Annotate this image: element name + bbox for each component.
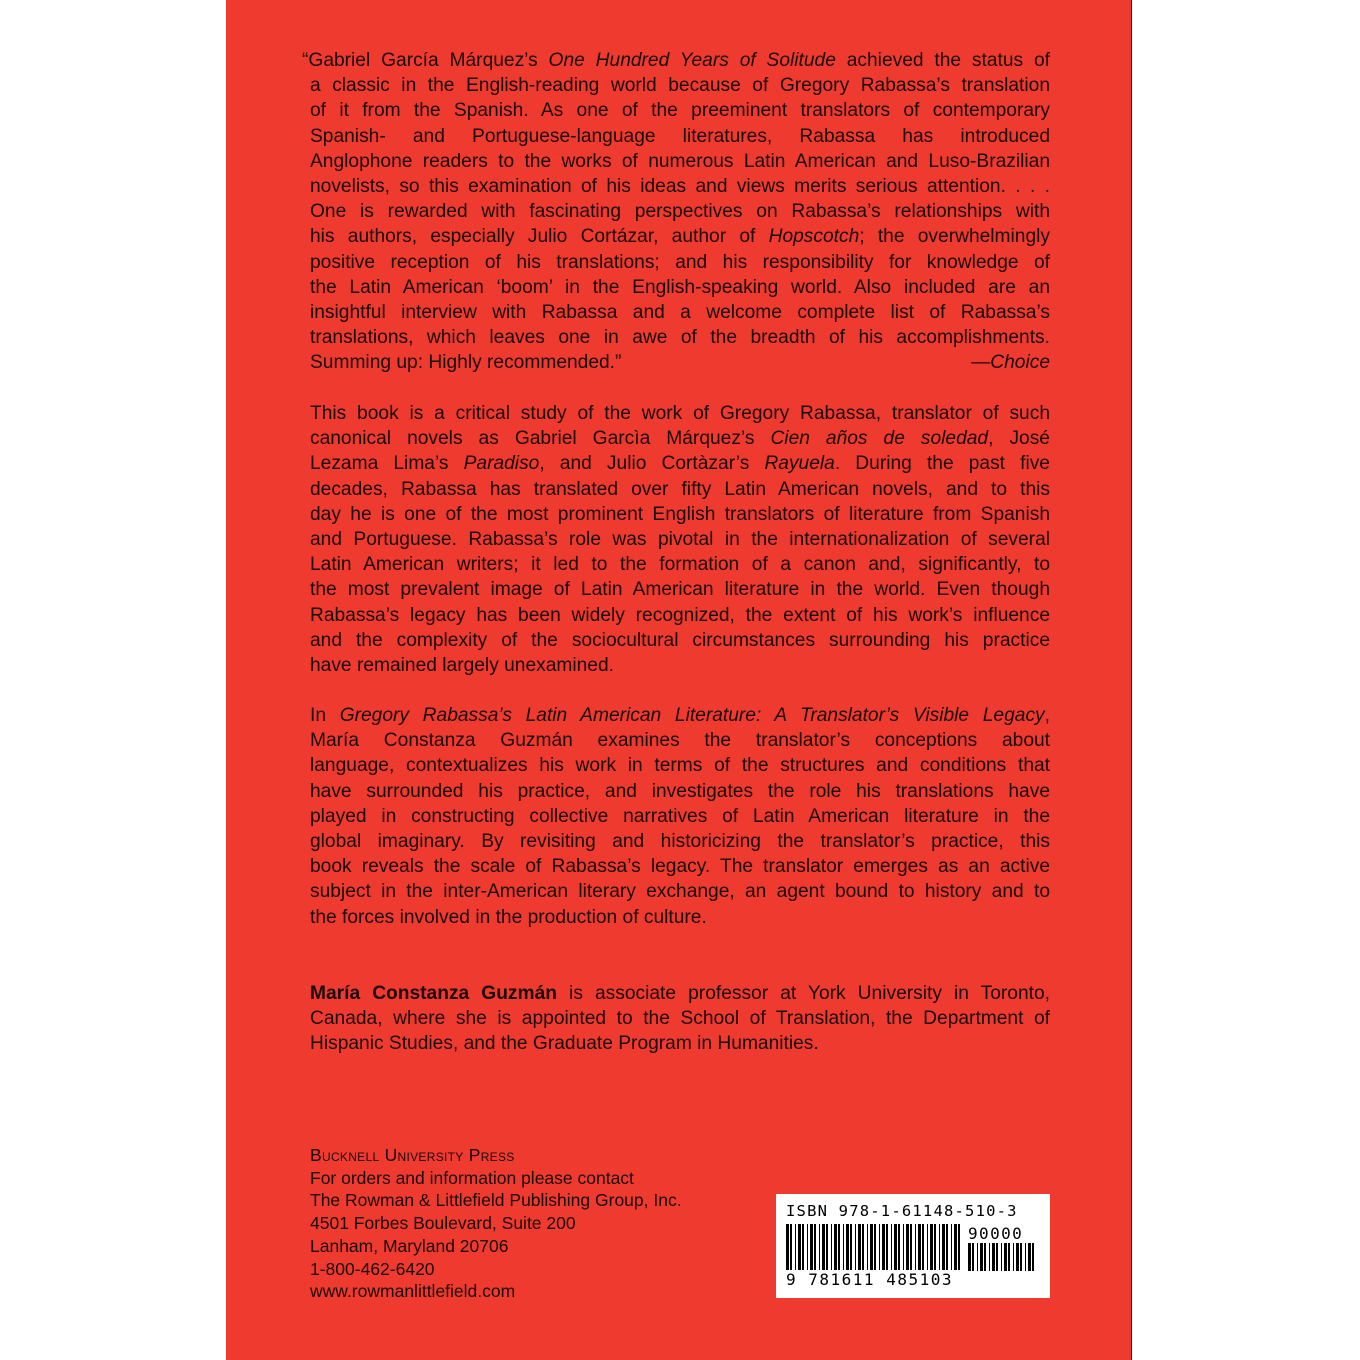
review-quote bbox=[302, 48, 1050, 376]
description-line: the most prevalent image of Latin American literature in the world. Even though bbox=[310, 579, 1050, 601]
barcode-bar bbox=[946, 1224, 948, 1270]
italic-title: One Hundred Years of Solitude bbox=[548, 50, 836, 71]
review-line: One is rewarded with fascinating perspectives on Rabassa’s relationships with bbox=[310, 201, 1050, 223]
summary-line: the forces involved in the production of culture. bbox=[310, 906, 707, 928]
addon-bar bbox=[1020, 1243, 1022, 1271]
barcode-bar bbox=[822, 1224, 825, 1270]
italic-title: Cien años de soledad bbox=[770, 428, 989, 450]
summary-line: subject in the inter-American literary exchange, an agent bound to history and to bbox=[310, 881, 1050, 903]
publisher-line: The Rowman & Littlefield Publishing Group, Inc. bbox=[310, 1190, 682, 1211]
publisher-line: For orders and information please contact bbox=[310, 1167, 634, 1188]
italic-title: Paradiso bbox=[463, 453, 540, 475]
barcode-bar bbox=[915, 1224, 916, 1270]
author-name: María Constanza Guzmán bbox=[310, 983, 557, 1004]
barcode-bar bbox=[819, 1224, 820, 1270]
barcode-bar bbox=[795, 1224, 796, 1270]
barcode-bar bbox=[810, 1224, 813, 1270]
bio-line: María Constanza Guzmán is associate professor at York University in Toronto, bbox=[310, 983, 1050, 1004]
barcode-digits: 9 781611 485103 bbox=[786, 1270, 953, 1289]
addon-bar bbox=[1013, 1243, 1014, 1271]
description-paragraph bbox=[310, 401, 1050, 678]
publisher-line: 4501 Forbes Boulevard, Suite 200 bbox=[310, 1213, 576, 1234]
addon-bar bbox=[1016, 1243, 1019, 1271]
back-cover bbox=[226, 0, 1132, 1360]
italic-title: Rayuela bbox=[764, 453, 835, 475]
barcode-bar bbox=[802, 1224, 804, 1270]
barcode-bar bbox=[918, 1224, 921, 1270]
review-line: novelists, so this examination of his ideas and views merits serious attention. . . . bbox=[310, 176, 1050, 198]
summary-paragraph bbox=[310, 703, 1050, 930]
addon-bar bbox=[989, 1243, 990, 1271]
barcode-bar bbox=[934, 1224, 936, 1270]
summary-line: global imaginary. By revisiting and historicizing the translator’s practice, this bbox=[310, 831, 1050, 853]
bio-line: Canada, where she is appointed to the School of Translation, the Department of bbox=[310, 1008, 1050, 1030]
barcode-bar bbox=[798, 1224, 801, 1270]
addon-digits: 90000 bbox=[968, 1224, 1024, 1243]
barcode-bar bbox=[958, 1224, 960, 1270]
review-line: translations, which leaves one in awe of the breadth of his accomplishments. bbox=[310, 327, 1050, 349]
barcode-bar bbox=[954, 1224, 957, 1270]
publisher-line: Lanham, Maryland 20706 bbox=[310, 1235, 509, 1256]
barcode-bar bbox=[951, 1224, 952, 1270]
author-bio bbox=[310, 981, 1050, 1057]
description-line: Lezama Lima’s Paradiso, and Julio Cortàzar’s Rayuela. During the past five bbox=[310, 453, 1050, 475]
addon-bar bbox=[1028, 1243, 1031, 1271]
bio-line: Hispanic Studies, and the Graduate Program in Humanities. bbox=[310, 1033, 819, 1055]
review-attribution: —Choice bbox=[971, 352, 1050, 374]
summary-line: have surrounded his practice, and investigates the role his translations have bbox=[310, 780, 1050, 802]
review-line: Anglophone readers to the works of numerous Latin American and Luso-Brazilian bbox=[310, 150, 1050, 172]
barcode-bar bbox=[786, 1224, 789, 1270]
review-line: positive reception of his translations; and his responsibility for knowledge of bbox=[310, 251, 1050, 273]
barcode-bar bbox=[838, 1224, 840, 1270]
summary-line: language, contextualizes his work in terms of the structures and conditions that bbox=[310, 755, 1050, 777]
publisher-name: Bucknell University Press bbox=[310, 1145, 515, 1165]
barcode-bar bbox=[879, 1224, 880, 1270]
description-line: have remained largely unexamined. bbox=[310, 655, 614, 677]
italic-title: Hopscotch bbox=[768, 226, 860, 248]
review-line: a classic in the English-reading world because of Gregory Rabassa’s translation bbox=[310, 75, 1050, 97]
description-line: Latin American writers; it led to the formation of a canon and, significantly, to bbox=[310, 554, 1050, 576]
addon-bar bbox=[996, 1243, 998, 1271]
publisher-line: 1-800-462-6420 bbox=[310, 1258, 435, 1279]
isbn-label: ISBN 978-1-61148-510-3 bbox=[786, 1202, 1018, 1220]
barcode-bar bbox=[831, 1224, 832, 1270]
review-line: his authors, especially Julio Cortázar, author of Hopscotch; the overwhelmingly bbox=[310, 226, 1050, 248]
addon-bar bbox=[1004, 1243, 1007, 1271]
barcode-bar bbox=[906, 1224, 909, 1270]
addon-bar bbox=[984, 1243, 986, 1271]
addon-bar bbox=[968, 1243, 971, 1271]
barcode-bar bbox=[903, 1224, 904, 1270]
barcode-bars bbox=[786, 1224, 966, 1270]
addon-bar bbox=[992, 1243, 995, 1271]
barcode-bar bbox=[850, 1224, 852, 1270]
summary-line: María Constanza Guzmán examines the translator’s conceptions about bbox=[310, 730, 1050, 752]
barcode-bar bbox=[790, 1224, 792, 1270]
barcode-addon bbox=[968, 1224, 1040, 1275]
addon-bar bbox=[1001, 1243, 1002, 1271]
description-line: This book is a critical study of the work of Gregory Rabassa, translator of such bbox=[310, 403, 1050, 424]
barcode-bar bbox=[855, 1224, 856, 1270]
addon-bar bbox=[977, 1243, 978, 1271]
summary-line: book reveals the scale of Rabassa’s legacy. The translator emerges as an active bbox=[310, 856, 1050, 878]
barcode-bar bbox=[910, 1224, 912, 1270]
barcode-bar bbox=[814, 1224, 816, 1270]
description-line: Rabassa’s legacy has been widely recognized, the extent of his work’s influence bbox=[310, 604, 1050, 626]
review-line: the Latin American ‘boom’ in the English-speaking world. Also included are an bbox=[310, 276, 1050, 298]
publisher-line: www.rowmanlittlefield.com bbox=[310, 1281, 516, 1302]
summary-line: In Gregory Rabassa’s Latin American Literature: A Translator’s Visible Legacy, bbox=[310, 705, 1050, 726]
description-line: decades, Rabassa has translated over fifty Latin American novels, and to this bbox=[310, 478, 1050, 500]
barcode-bar bbox=[846, 1224, 849, 1270]
barcode-bar bbox=[891, 1224, 892, 1270]
barcode-bar bbox=[858, 1224, 861, 1270]
addon-bar bbox=[1032, 1243, 1034, 1271]
description-line: and the complexity of the sociocultural circumstances surrounding his practice bbox=[310, 629, 1050, 651]
barcode-bar bbox=[826, 1224, 828, 1270]
barcode-bar bbox=[882, 1224, 885, 1270]
barcode-bar bbox=[807, 1224, 808, 1270]
review-line: of it from the Spanish. As one of the preeminent translators of contemporary bbox=[310, 100, 1050, 122]
description-line: and Portuguese. Rabassa’s role was pivotal in the internationalization of several bbox=[310, 529, 1050, 551]
barcode-bar bbox=[898, 1224, 900, 1270]
review-closing: Summing up: Highly recommended.” bbox=[310, 352, 622, 374]
barcode-bar bbox=[930, 1224, 933, 1270]
addon-bar bbox=[1008, 1243, 1010, 1271]
barcode-bar bbox=[886, 1224, 888, 1270]
barcode-bar bbox=[927, 1224, 928, 1270]
summary-line: played in constructing collective narratives of Latin American literature in the bbox=[310, 805, 1050, 827]
addon-bar bbox=[980, 1243, 983, 1271]
review-line: Spanish- and Portuguese-language literatures, Rabassa has introduced bbox=[310, 125, 1050, 147]
italic-title: Gregory Rabassa’s Latin American Literature: A Translator’s Visible Legacy bbox=[339, 705, 1045, 726]
barcode-bar bbox=[867, 1224, 868, 1270]
barcode-bar bbox=[870, 1224, 873, 1270]
barcode-bar bbox=[834, 1224, 837, 1270]
barcode-bar bbox=[862, 1224, 864, 1270]
barcode-bar bbox=[942, 1224, 945, 1270]
isbn-barcode bbox=[776, 1194, 1050, 1298]
addon-bars bbox=[968, 1243, 1040, 1271]
barcode-bar bbox=[894, 1224, 897, 1270]
description-line: day he is one of the most prominent English translators of literature from Spanish bbox=[310, 503, 1050, 525]
addon-bar bbox=[972, 1243, 974, 1271]
barcode-bar bbox=[922, 1224, 924, 1270]
review-closing-row bbox=[310, 350, 1050, 375]
barcode-bar bbox=[874, 1224, 876, 1270]
barcode-bar bbox=[843, 1224, 844, 1270]
review-line: insightful interview with Rabassa and a welcome complete list of Rabassa’s bbox=[310, 302, 1050, 324]
barcode-bar bbox=[939, 1224, 940, 1270]
review-line: “Gabriel García Márquez’s One Hundred Years of Solitude achieved the status of bbox=[302, 50, 1050, 71]
addon-bar bbox=[1025, 1243, 1026, 1271]
publisher-contact bbox=[310, 1144, 780, 1303]
description-line: canonical novels as Gabriel Garcìa Márquez’s Cien años de soledad, José bbox=[310, 428, 1050, 450]
